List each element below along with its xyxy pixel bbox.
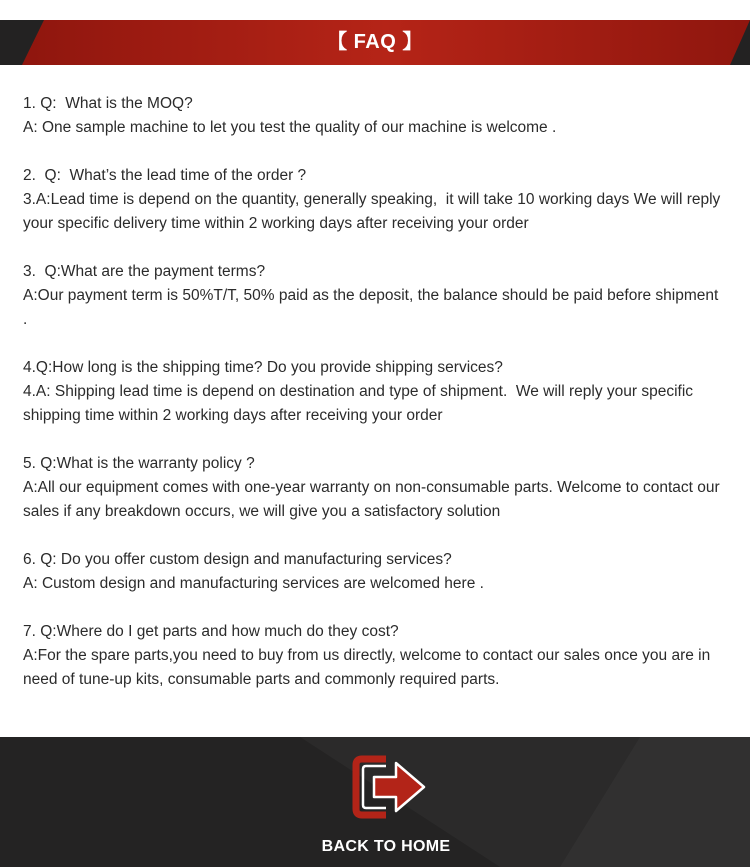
faq-answer: 3.A:Lead time is depend on the quantity, generally speaking, it will take 10 working days We will reply your specific delivery time within 2 working days after receiving your order (23, 191, 725, 232)
faq-answer: A: Custom design and manufacturing services are welcomed here . (23, 575, 484, 592)
faq-question: 4.Q:How long is the shipping time? Do you provide shipping services? (23, 359, 503, 376)
faq-item (23, 164, 723, 236)
faq-header-banner (0, 20, 750, 65)
faq-question: 6. Q: Do you offer custom design and manufacturing services? (23, 551, 452, 568)
faq-answer: 4.A: Shipping lead time is depend on destination and type of shipment. We will reply your specific shipping time within 2 working days after receiving your order (23, 383, 698, 424)
faq-question: 1. Q: What is the MOQ? (23, 95, 193, 112)
faq-question: 3. Q:What are the payment terms? (23, 263, 266, 280)
faq-item (23, 452, 723, 524)
faq-item (23, 92, 723, 140)
faq-answer: A: One sample machine to let you test the quality of our machine is welcome . (23, 119, 557, 136)
faq-answer: A:All our equipment comes with one-year warranty on non-consumable parts. Welcome to contact our sales if any breakdown occurs, we will give you a satisfactory solution (23, 479, 725, 520)
faq-answer: A:For the spare parts,you need to buy from us directly, welcome to contact our sales once you are in need of tune-up kits, consumable parts and commonly required parts. (23, 647, 715, 688)
faq-question: 2. Q: What’s the lead time of the order ? (23, 167, 307, 184)
footer (0, 737, 750, 867)
faq-item (23, 620, 723, 692)
faq-item (23, 548, 723, 596)
faq-question: 7. Q:Where do I get parts and how much do they cost? (23, 623, 399, 640)
back-to-home-label[interactable]: BACK TO HOME (321, 838, 451, 855)
back-to-home-button[interactable] (300, 751, 470, 861)
faq-answer: A:Our payment term is 50%T/T, 50% paid as the deposit, the balance should be paid before shipment . (23, 287, 723, 328)
faq-question: 5. Q:What is the warranty policy ? (23, 455, 255, 472)
faq-list (23, 92, 723, 716)
exit-arrow-icon (352, 755, 428, 819)
faq-title: 【 FAQ 】 (327, 31, 423, 53)
faq-item (23, 260, 723, 332)
faq-item (23, 356, 723, 428)
